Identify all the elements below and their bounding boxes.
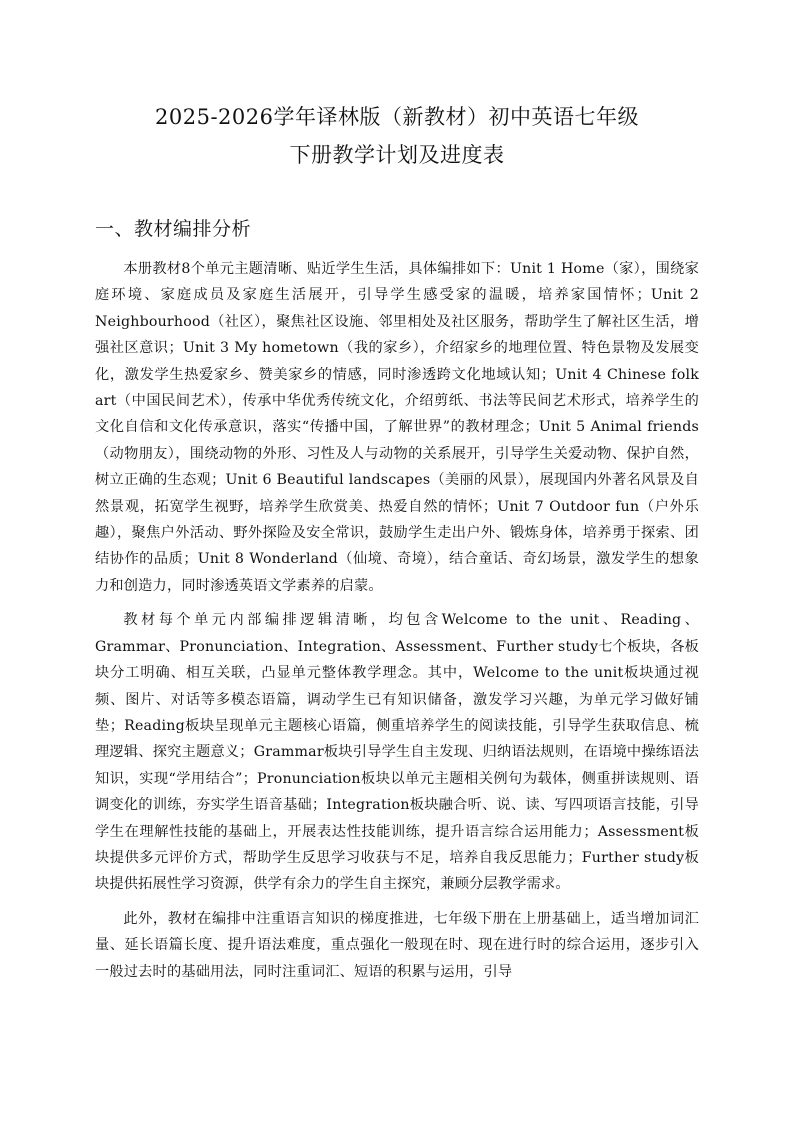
document-title-line-2: 下册教学计划及进度表 bbox=[289, 143, 505, 167]
paragraph-unit-structure: 教材每个单元内部编排逻辑清晰，均包含Welcome to the unit、Reading、Grammar、Pronunciation、Integration、Assessment、Further study七个板块，各板块分工明确、相互关联，凸显单元整体教学理念。其中，Welcome to the unit板块通过视频、图片、对话等多模态语篇，调动学生已有知识储备，激发学习兴趣，为单元学习做好铺垫；Reading板块呈现单元主题核心语篇，侧重培养学生的阅读技能，引导学生获取信息、梳理逻辑、探究主题意义；Grammar板块引导学生自主发现、归纳语法规则，在语境中操练语法知识，实现“学用结合”；Pronunciation板块以单元主题相关例句为载体，侧重拼读规则、语调变化的训练，夯实学生语音基础；Integration板块融合听、说、读、写四项语言技能，引导学生在理解性技能的基础上，开展表达性技能训练，提升语言综合运用能力；Assessment板块提供多元评价方式，帮助学生反思学习收获与不足，培养自我反思能力；Further study板块提供拓展性学习资源，供学有余力的学生自主探究，兼顾分层教学需求。 bbox=[95, 612, 699, 893]
document-title-line-1: 2025-2026学年译林版（新教材）初中英语七年级 bbox=[155, 105, 639, 129]
paragraph-language-progression: 此外，教材在编排中注重语言知识的梯度推进，七年级下册在上册基础上，适当增加词汇量、延长语篇长度、提升语法难度，重点强化一般现在时、现在进行时的综合运用，逐步引入一般过去时的基础用法，同时注重词汇、短语的积累与运用，引导 bbox=[95, 910, 699, 980]
paragraph-unit-overview: 本册教材8个单元主题清晰、贴近学生生活，具体编排如下：Unit 1 Home（家），围绕家庭环境、家庭成员及家庭生活展开，引导学生感受家的温暖，培养家国情怀；Unit 2 Neighbourhood（社区），聚焦社区设施、邻里相处及社区服务，帮助学生了解社区生活，增强社区意识；Unit 3 My hometown（我的家乡），介绍家乡的地理位置、特色景物及发展变化，激发学生热爱家乡、赞美家乡的情感，同时渗透跨文化地域认知；Unit 4 Chinese folk art（中国民间艺术），传承中华优秀传统文化，介绍剪纸、书法等民间艺术形式，培养学生的文化自信和文化传承意识，落实“传播中国，了解世界”的教材理念；Unit 5 Animal friends（动物朋友），围绕动物的外形、习性及人与动物的关系展开，引导学生关爱动物、保护自然，树立正确的生态观；Unit 6 Beautiful landscapes（美丽的风景），展现国内外著名风景及自然景观，拓宽学生视野，培养学生欣赏美、热爱自然的情怀；Unit 7 Outdoor fun（户外乐趣），聚焦户外活动、野外探险及安全常识，鼓励学生走出户外、锻炼身体，培养勇于探索、团结协作的品质；Unit 8 Wonderland（仙境、奇境），结合童话、奇幻场景，激发学生的想象力和创造力，同时渗透英语文学素养的启蒙。 bbox=[95, 261, 699, 594]
section-heading-textbook-analysis: 一、教材编排分析 bbox=[95, 218, 252, 240]
